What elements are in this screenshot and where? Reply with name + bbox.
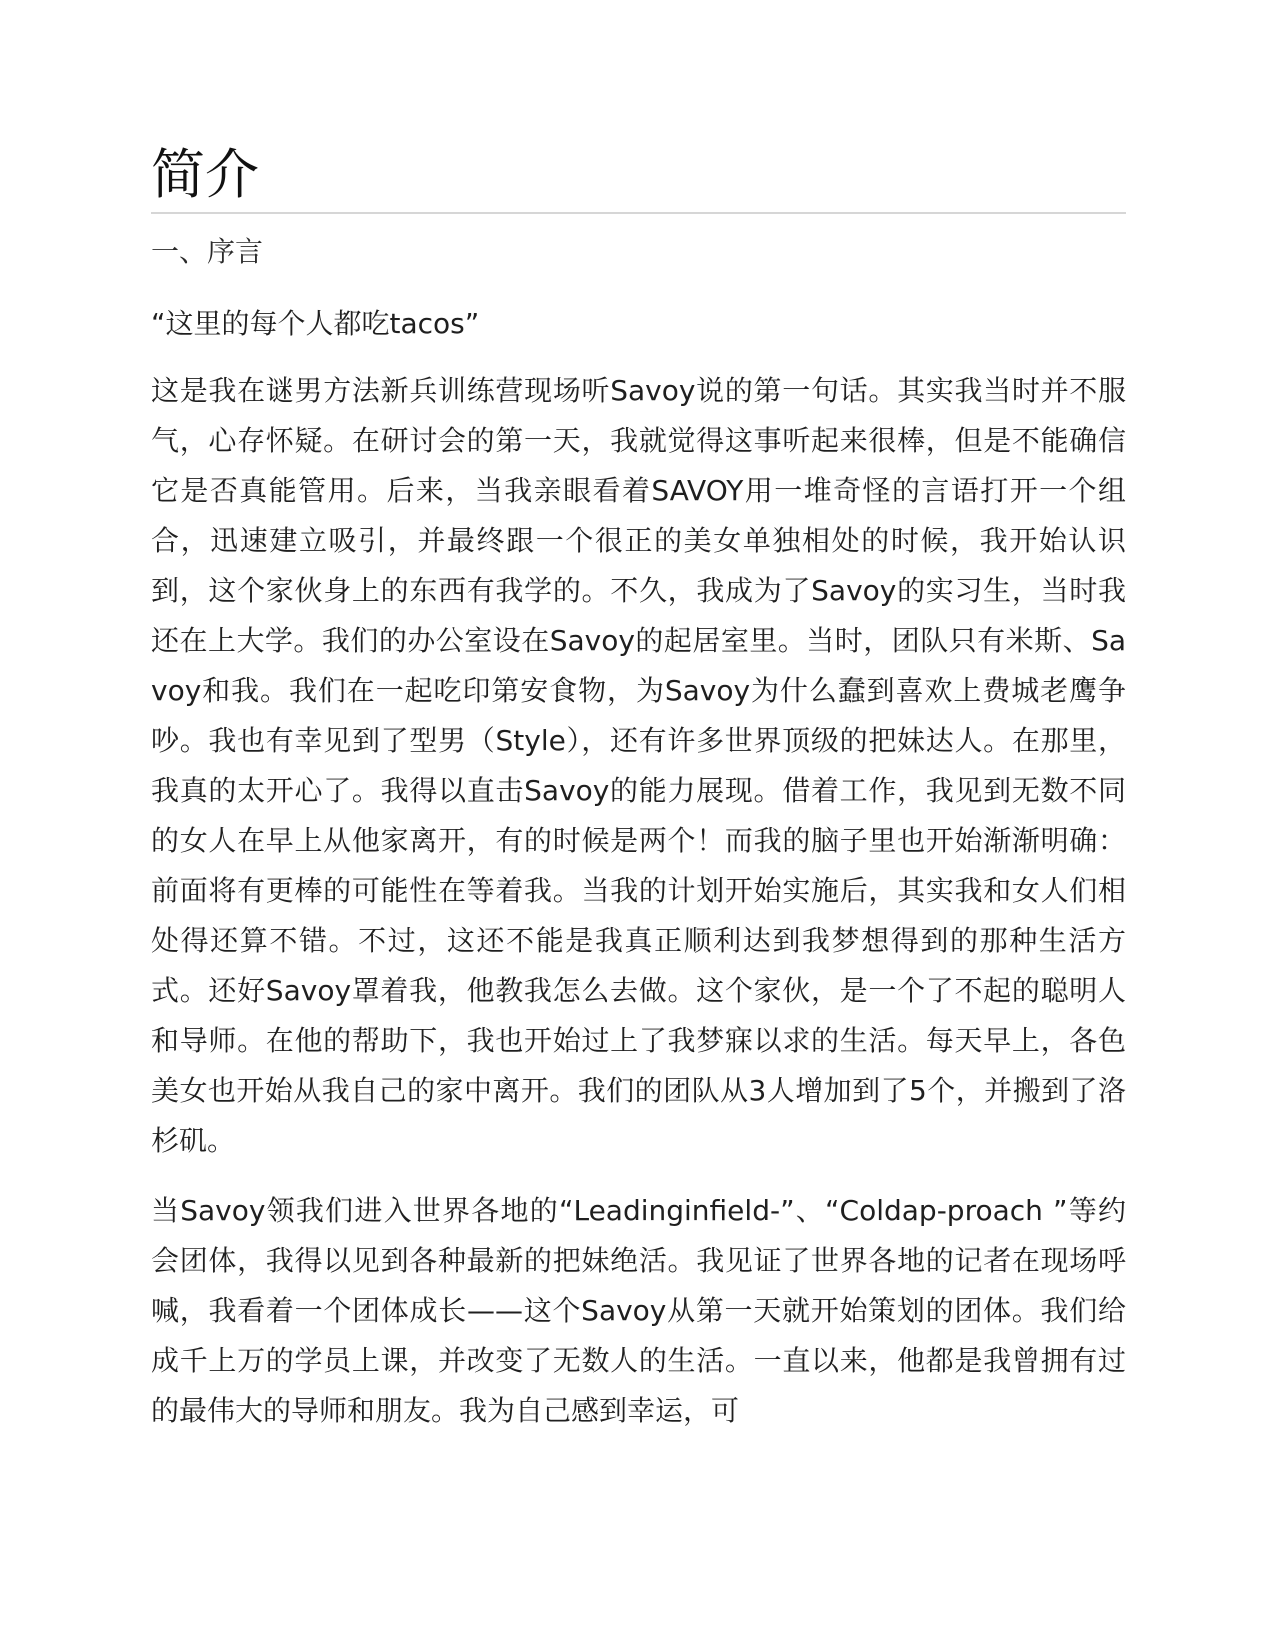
body-paragraph-2: 当Savoy领我们进入世界各地的“Leadinginfield-”、“Coldap-proach ”等约会团体，我得以见到各种最新的把妹绝活。我见证了世界各地的记者在现场呼喊，我看着一个团体成长——这个Savoy从第一天就开始策划的团体。我们给成千上万的学员上课，并改变了无数人的生活。一直以来，他都是我曾拥有过的最伟大的导师和朋友。我为自己感到幸运，可 <box>151 1194 1126 1427</box>
section-heading: 一、序言 <box>151 235 264 268</box>
document-page <box>151 142 1126 1436</box>
opening-quote: “这里的每个人都吃tacos” <box>151 307 480 340</box>
document-title: 简介 <box>151 142 1126 214</box>
body-paragraph-1: 这是我在谜男方法新兵训练营现场听Savoy说的第一句话。其实我当时并不服气，心存怀疑。在研讨会的第一天，我就觉得这事听起来很棒，但是不能确信它是否真能管用。后来，当我亲眼看着SAVOY用一堆奇怪的言语打开一个组合，迅速建立吸引，并最终跟一个很正的美女单独相处的时候，我开始认识到，这个家伙身上的东西有我学的。不久，我成为了Savoy的实习生，当时我还在上大学。我们的办公室设在Savoy的起居室里。当时，团队只有米斯、Savoy和我。我们在一起吃印第安食物，为Savoy为什么蠢到喜欢上费城老鹰争吵。我也有幸见到了型男（Style），还有许多世界顶级的把妹达人。在那里，我真的太开心了。我得以直击Savoy的能力展现。借着工作，我见到无数不同的女人在早上从他家离开，有的时候是两个！而我的脑子里也开始渐渐明确：前面将有更棒的可能性在等着我。当我的计划开始实施后，其实我和女人们相处得还算不错。不过，这还不能是我真正顺利达到我梦想得到的那种生活方式。还好Savoy罩着我，他教我怎么去做。这个家伙，是一个了不起的聪明人和导师。在他的帮助下，我也开始过上了我梦寐以求的生活。每天早上，各色美女也开始从我自己的家中离开。我们的团队从3人增加到了5个，并搬到了洛杉矶。 <box>151 374 1126 1157</box>
